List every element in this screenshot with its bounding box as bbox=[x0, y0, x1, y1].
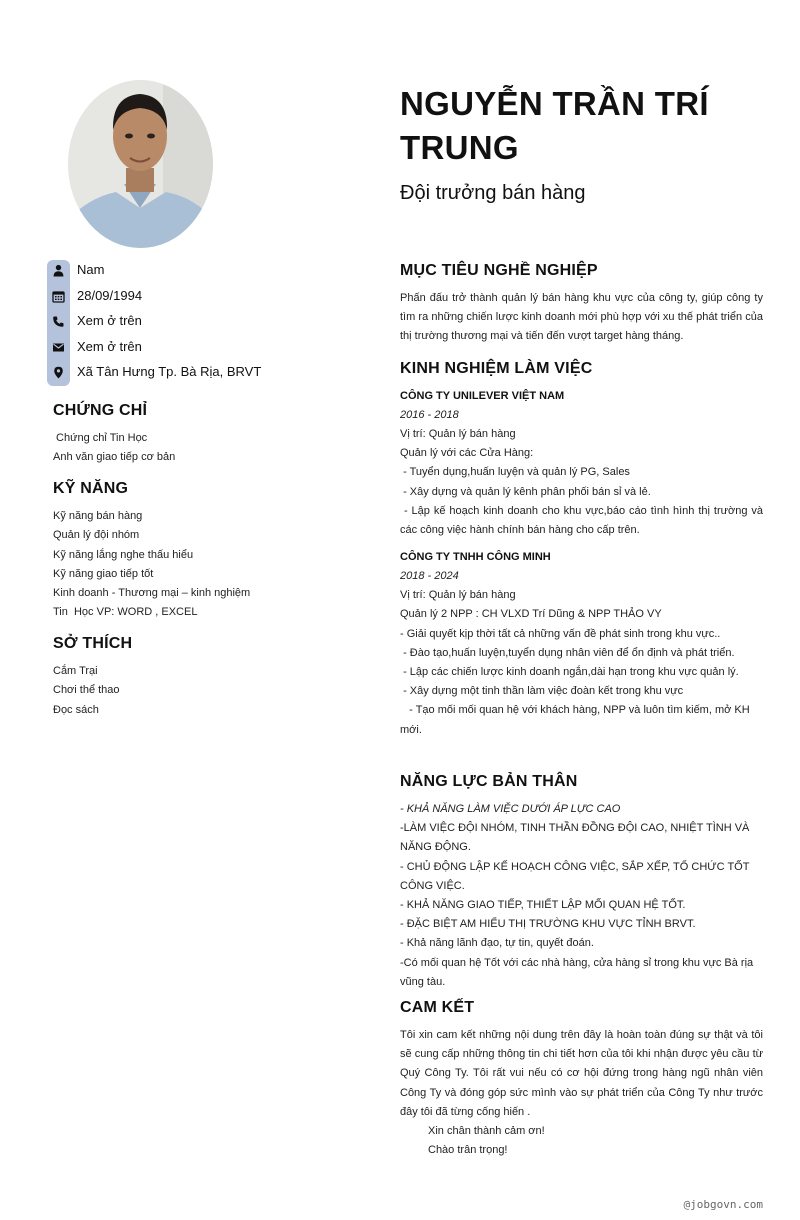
ability-item: -LÀM VIỆC ĐỘI NHÓM, TINH THẦN ĐỒNG ĐỘI CAO, NHIỆT TÌNH VÀ NĂNG ĐỘNG. bbox=[400, 822, 753, 854]
job-detail: - Giải quyết kịp thời tất cả những vấn đề phát sinh trong khu vực.. bbox=[400, 627, 721, 640]
commitment-heading: CAM KẾT bbox=[400, 999, 475, 1016]
contact-gender bbox=[47, 260, 347, 286]
job-detail: - Tạo mối mối quan hệ với khách hàng, NPP và luôn tìm kiếm, mở KH mới. bbox=[400, 704, 753, 736]
company-name: CÔNG TY TNHH CÔNG MINH bbox=[400, 551, 551, 564]
company-name: CÔNG TY UNILEVER VIỆT NAM bbox=[400, 390, 565, 402]
skills-heading: KỸ NĂNG bbox=[53, 480, 129, 497]
gender-text: Nam bbox=[77, 262, 105, 277]
birthdate-text: 28/09/1994 bbox=[77, 287, 143, 303]
hobby-item: Chơi thể thao bbox=[53, 684, 120, 697]
objective-text: Phấn đấu trở thành quản lý bán hàng khu vực của công ty, giúp công ty tìm ra những chiến lược kinh doanh mới phù hợp với xu thế phát triển của thị trường thương mại và tiến đến vượt target hàng tháng. bbox=[400, 292, 763, 343]
contact-phone bbox=[47, 311, 347, 337]
address-text: Xã Tân Hưng Tp. Bà Rịa, BRVT bbox=[77, 364, 262, 379]
location-pin-icon bbox=[52, 366, 65, 379]
watermark: @jobgovn.com bbox=[683, 1198, 763, 1211]
job-detail: Vị trí: Quản lý bán hàng bbox=[400, 589, 516, 602]
calendar-icon bbox=[52, 290, 65, 303]
contact-address bbox=[47, 362, 347, 388]
hobby-item: Đọc sách bbox=[53, 703, 99, 716]
job-detail: Quản lý với các Cửa Hàng: bbox=[400, 447, 534, 460]
ability-item: - KHẢ NĂNG GIAO TIẾP, THIẾT LẬP MỐI QUAN HỆ TỐT. bbox=[400, 899, 686, 912]
phone-text: Xem ở trên bbox=[77, 313, 142, 328]
skill-item: Kỹ năng giao tiếp tốt bbox=[53, 567, 154, 580]
ability-item: - ĐẶC BIỆT AM HIỂU THỊ TRƯỜNG KHU VỰC TỈNH BRVT. bbox=[400, 918, 696, 931]
skills-section bbox=[53, 480, 343, 623]
skill-item: Tin Học VP: WORD , EXCEL bbox=[53, 606, 198, 619]
candidate-name: NGUYỄN TRẦN TRÍ TRUNG bbox=[400, 85, 709, 166]
job-title: Đội trưởng bán hàng bbox=[400, 182, 586, 204]
objective-heading: MỤC TIÊU NGHỀ NGHIỆP bbox=[400, 262, 598, 279]
ability-item: - Khả năng lãnh đạo, tự tin, quyết đoán. bbox=[400, 937, 594, 950]
email-text: Xem ở trên bbox=[77, 338, 142, 354]
avatar bbox=[68, 80, 213, 248]
closing-regards: Chào trân trọng! bbox=[428, 1144, 508, 1157]
phone-icon bbox=[52, 315, 65, 328]
job-detail: Vị trí: Quản lý bán hàng bbox=[400, 428, 516, 440]
objective-section bbox=[400, 262, 763, 347]
job-detail: Quản lý 2 NPP : CH VLXD Trí Dũng & NPP THẢO VY bbox=[400, 608, 662, 621]
experience-section bbox=[400, 360, 767, 740]
ability-item: -Có mối quan hệ Tốt với các nhà hàng, cửa hàng sỉ trong khu vực Bà rịa vũng tàu. bbox=[400, 956, 757, 988]
skill-item: Kỹ năng lắng nghe thấu hiểu bbox=[53, 548, 194, 561]
job-detail: - Tuyển dụng,huấn luyện và quản lý PG, Sales bbox=[400, 466, 630, 479]
experience-heading: KINH NGHIỆM LÀM VIỆC bbox=[400, 360, 593, 377]
certificates-heading: CHỨNG CHỈ bbox=[53, 402, 148, 419]
job-period: 2016 - 2018 bbox=[400, 409, 459, 421]
contact-birthdate bbox=[47, 286, 347, 312]
commitment-section bbox=[400, 999, 763, 1160]
avatar-portrait bbox=[68, 80, 213, 248]
mail-icon bbox=[52, 341, 65, 354]
job-entry bbox=[400, 548, 763, 740]
job-period: 2018 - 2024 bbox=[400, 570, 459, 583]
ability-item: - CHỦ ĐỘNG LẬP KẾ HOẠCH CÔNG VIỆC, SẮP XẾP, TỔ CHỨC TỐT CÔNG VIỆC. bbox=[400, 860, 753, 892]
skill-item: Quản lý đội nhóm bbox=[53, 529, 140, 542]
abilities-section bbox=[400, 773, 763, 992]
skill-item: Kinh doanh - Thương mại – kinh nghiệm bbox=[53, 587, 251, 600]
contact-info bbox=[47, 260, 347, 388]
person-icon bbox=[52, 264, 65, 277]
job-detail: - Xây dựng và quản lý kênh phân phối bán sỉ và lẻ. bbox=[400, 485, 651, 498]
job-detail: - Lập các chiến lược kinh doanh ngắn,dài hạn trong khu vực quản lý. bbox=[400, 666, 739, 679]
certificates-section bbox=[53, 402, 343, 468]
certificate-item: Anh văn giao tiếp cơ bản bbox=[53, 451, 176, 464]
certificate-item: Chứng chỉ Tin Học bbox=[53, 432, 148, 444]
job-detail: - Lập kế hoạch kinh doanh cho khu vực,báo cáo tình hình thị trường và các công việc hành chính bán hàng cho cấp trên. bbox=[400, 504, 767, 537]
hobby-item: Cắm Trại bbox=[53, 665, 98, 677]
job-detail: - Đào tạo,huấn luyện,tuyển dụng nhân viên để ổn định và phát triển. bbox=[400, 646, 735, 659]
hobbies-section bbox=[53, 635, 343, 720]
skill-item: Kỹ năng bán hàng bbox=[53, 510, 143, 522]
abilities-heading: NĂNG LỰC BẢN THÂN bbox=[400, 773, 578, 790]
job-entry bbox=[400, 387, 767, 540]
commitment-text: Tôi xin cam kết những nội dung trên đây là hoàn toàn đúng sự thật và tôi sẽ cung cấp những thông tin chi tiết hơn của tôi khi nhận được yêu cầu từ Quý Công Ty. Tôi rất vui nếu có cơ hội đứng trong hàng ngũ nhân viên Công Ty và đóng góp sức mình vào sự phát triển của Công Ty như trước đây tôi đã từng cống hiến . bbox=[400, 1029, 763, 1118]
hobbies-heading: SỞ THÍCH bbox=[53, 635, 133, 652]
closing-thanks: Xin chân thành cảm ơn! bbox=[428, 1125, 545, 1138]
ability-item: - KHẢ NĂNG LÀM VIỆC DƯỚI ÁP LỰC CAO bbox=[400, 803, 621, 815]
contact-email bbox=[47, 337, 347, 363]
job-detail: - Xây dựng một tinh thần làm việc đoàn kết trong khu vực bbox=[400, 685, 684, 698]
